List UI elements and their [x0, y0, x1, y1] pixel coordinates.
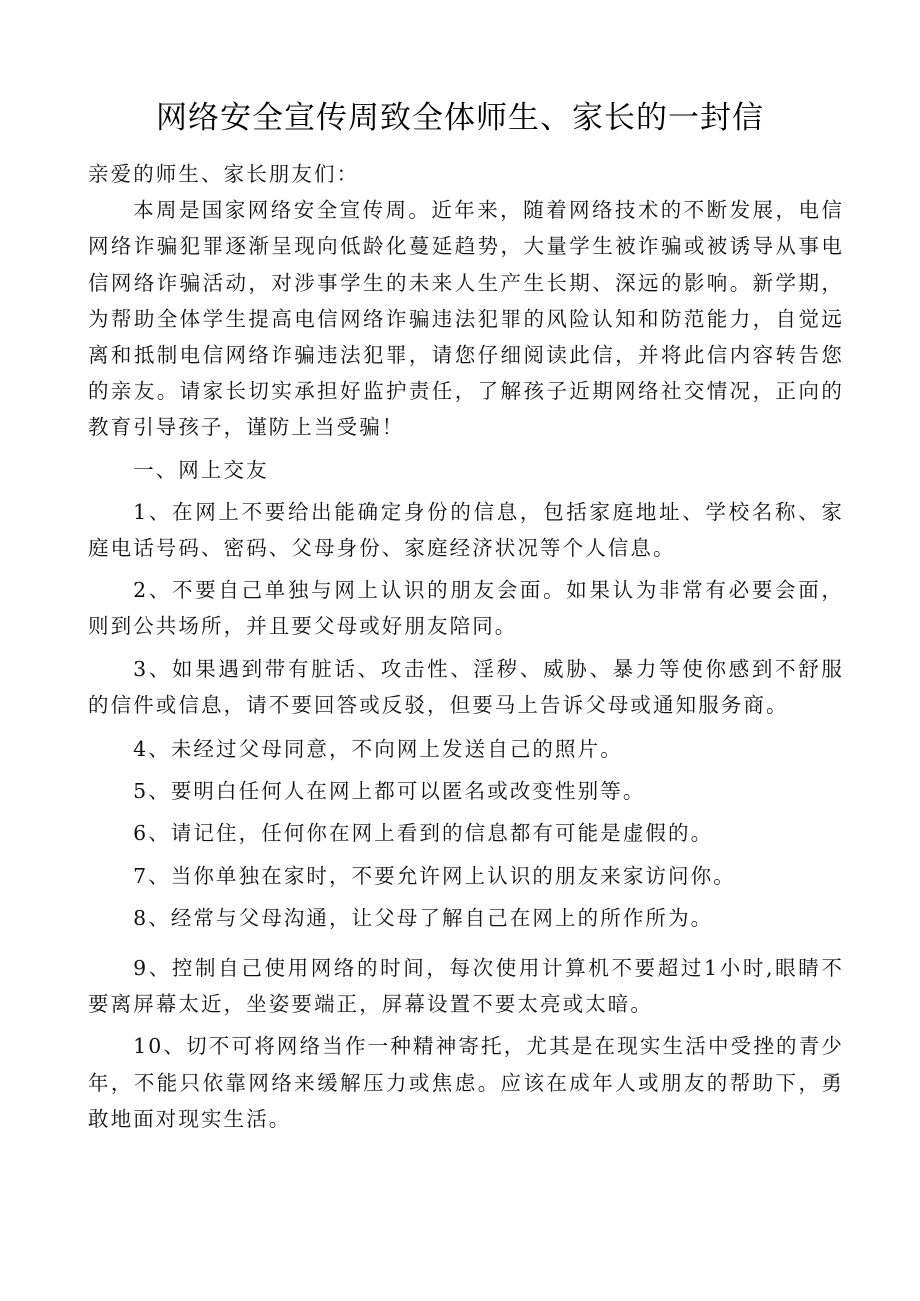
list-item: 6、请记住，任何你在网上看到的信息都有可能是虚假的。	[133, 821, 714, 846]
letter-body	[88, 156, 844, 1137]
list-item: 8、经常与父母沟通，让父母了解自己在网上的所作所为。	[133, 905, 714, 930]
list-item: 3、如果遇到带有脏话、攻击性、淫秽、威胁、暴力等使你感到不舒服的信件或信息，请不要回答或反驳，但要马上告诉父母或通知服务商。	[88, 656, 844, 717]
list-item: 5、要明白任何人在网上都可以匿名或改变性别等。	[133, 779, 646, 804]
list-item: 2、不要自己单独与网上认识的朋友会面。如果认为非常有必要会面，则到公共场所，并且要父母或好朋友陪同。	[88, 578, 844, 639]
section-heading: 一、网上交友	[133, 457, 269, 482]
list-item: 10、切不可将网络当作一种精神寄托，尤其是在现实生活中受挫的青少年，不能只依靠网络来缓解压力或焦虑。应该在成年人或朋友的帮助下，勇敢地面对现实生活。	[88, 1034, 844, 1131]
list-item: 7、当你单独在家时，不要允许网上认识的朋友来家访问你。	[133, 863, 736, 888]
salutation: 亲爱的师生、家长朋友们：	[88, 162, 360, 186]
intro-paragraph: 本周是国家网络安全宣传周。近年来，随着网络技术的不断发展，电信网络诈骗犯罪逐渐呈现向低龄化蔓延趋势，大量学生被诈骗或被诱导从事电信网络诈骗活动，对涉事学生的未来人生产生长期、深远的影响。新学期，为帮助全体学生提高电信网络诈骗违法犯罪的风险认知和防范能力，自觉远离和抵制电信网络诈骗违法犯罪，请您仔细阅读此信，并将此信内容转告您的亲友。请家长切实承担好监护责任，了解孩子近期网络社交情况，正向的教育引导孩子，谨防上当受骗！	[88, 198, 844, 440]
document-title: 网络安全宣传周致全体师生、家长的一封信	[156, 100, 764, 136]
list-item: 9、控制自己使用网络的时间，每次使用计算机不要超过1小时,眼睛不要离屏幕太近，坐姿要端正，屏幕设置不要太亮或太暗。	[88, 956, 844, 1017]
list-item: 1、在网上不要给出能确定身份的信息，包括家庭地址、学校名称、家庭电话号码、密码、父母身份、家庭经济状况等个人信息。	[88, 499, 844, 561]
list-item: 4、未经过父母同意，不向网上发送自己的照片。	[133, 737, 623, 762]
